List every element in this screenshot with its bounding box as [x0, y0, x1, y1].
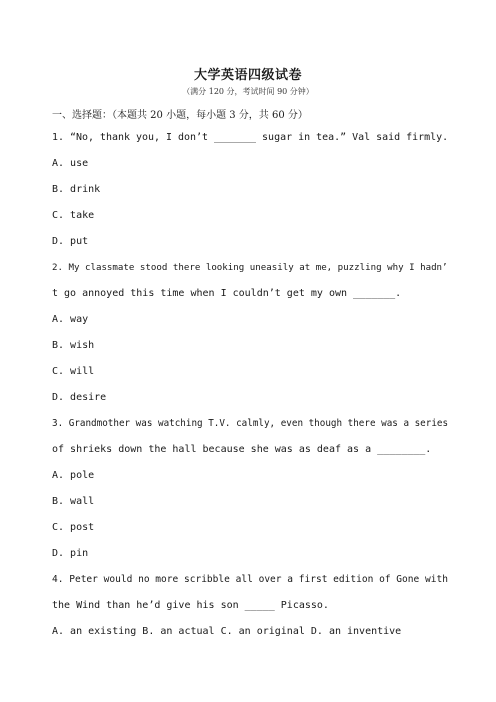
question-2-option-b: B. wish	[52, 340, 95, 351]
question-2-option-c: C. will	[52, 366, 95, 377]
question-1-option-c: C. take	[52, 210, 95, 221]
question-1-option-d: D. put	[52, 236, 89, 247]
question-2-option-d: D. desire	[52, 392, 107, 403]
question-2-text-line-2: t go annoyed this time when I couldn’t get my own _______.	[52, 288, 402, 299]
question-1-text: 1. “No, thank you, I don’t _______ sugar in tea.” Val said firmly.	[52, 132, 449, 143]
question-3-option-b: B. wall	[52, 496, 95, 507]
question-1-option-a: A. use	[52, 158, 89, 169]
question-3-option-d: D. pin	[52, 548, 89, 559]
question-4-text-line-1: 4. Peter would no more scribble all over a first edition of Gone with	[52, 574, 448, 585]
question-4-text-line-2: the Wind than he’d give his son _____ Picasso.	[52, 600, 329, 611]
page-subtitle: （满分 120 分，考试时间 90 分钟）	[182, 87, 314, 96]
section-heading: 一、选择题：（本题共 20 小题，每小题 3 分，共 60 分）	[52, 110, 308, 121]
question-2-text-line-1: 2. My classmate stood there looking uneasily at me, puzzling why I hadn’	[52, 263, 448, 273]
question-3-text-line-1: 3. Grandmother was watching T.V. calmly, even though there was a series	[52, 418, 449, 429]
question-3-text-line-2: of shrieks down the hall because she was as deaf as a ________.	[52, 444, 432, 455]
question-3-option-c: C. post	[52, 522, 95, 533]
question-1-option-b: B. drink	[52, 184, 101, 195]
page-title: 大学英语四级试卷	[193, 68, 302, 83]
question-4-options: A. an existing B. an actual C. an original D. an inventive	[52, 626, 402, 637]
question-2-option-a: A. way	[52, 314, 89, 325]
question-3-option-a: A. pole	[52, 470, 95, 481]
